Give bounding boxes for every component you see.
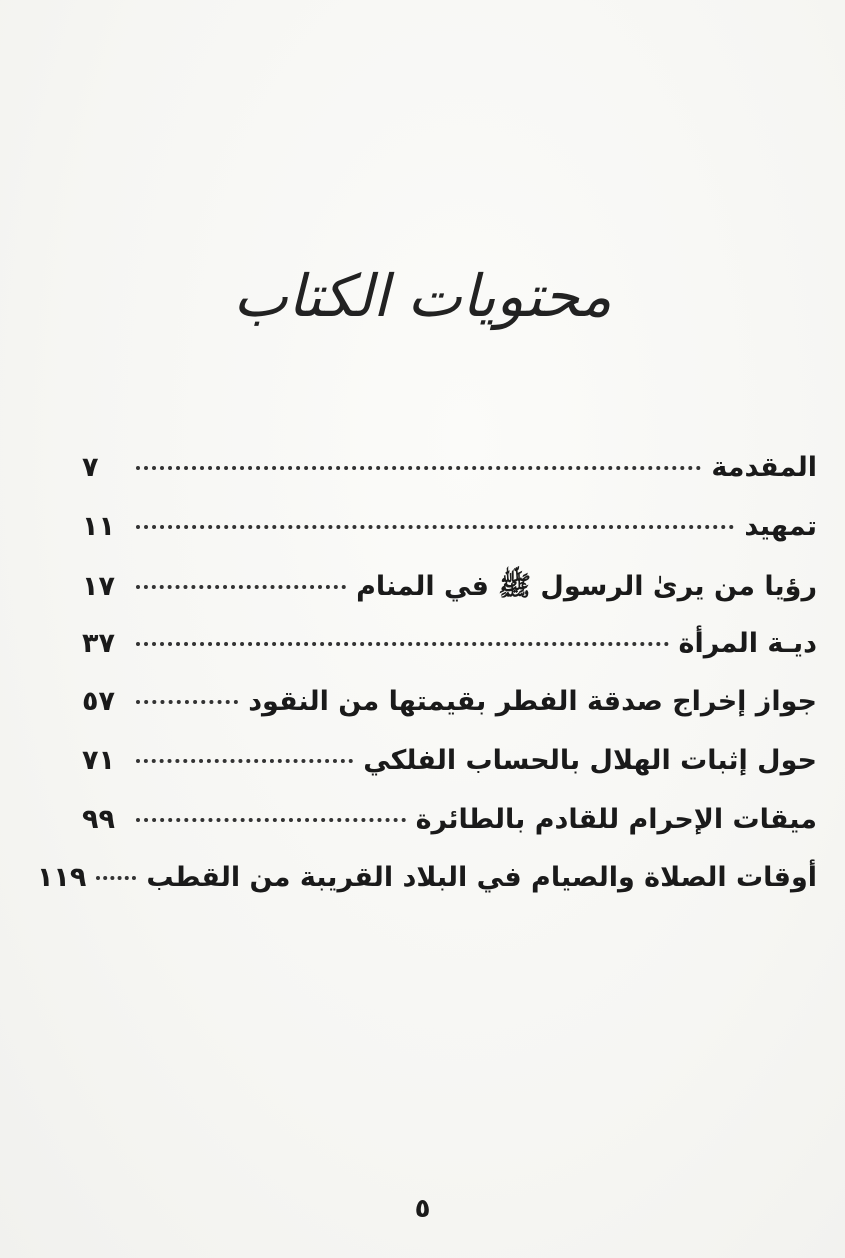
toc-row <box>82 745 817 804</box>
toc-leader-dots <box>136 466 701 470</box>
toc-entry-page: ٧١ <box>82 744 115 776</box>
toc-entry-page: ٣٧ <box>82 627 115 659</box>
toc-row <box>82 511 817 570</box>
toc-leader-dots <box>96 876 136 880</box>
toc-entry-title: ميقات الإحرام للقادم بالطائرة <box>415 803 817 835</box>
toc-entry-title: أوقات الصلاة والصيام في البلاد القريبة من القطب <box>146 862 817 894</box>
toc-entry-title: حول إثبات الهلال بالحساب الفلكي <box>363 744 817 776</box>
toc-entry-page: ١١٩ <box>36 862 87 894</box>
toc-leader-dots <box>136 700 238 704</box>
toc-entry-title: المقدمة <box>711 452 817 483</box>
toc-leader-dots <box>136 585 346 589</box>
toc-entry-page: ٩٩ <box>82 803 115 835</box>
toc-leader-dots <box>136 525 734 529</box>
toc-row <box>82 569 817 628</box>
table-of-contents <box>36 452 817 921</box>
toc-entry-title: جواز إخراج صدقة الفطر بقيمتها من النقود <box>248 686 817 718</box>
toc-row <box>82 452 817 511</box>
toc-row <box>36 862 817 921</box>
toc-entry-page: ٥٧ <box>82 686 115 718</box>
toc-row <box>82 804 817 863</box>
toc-leader-dots <box>136 818 406 822</box>
toc-entry-title: تمهيد <box>744 510 817 542</box>
toc-row <box>82 628 817 687</box>
toc-entry-page: ١٧ <box>82 571 115 603</box>
toc-entry-page: ١١ <box>82 510 115 542</box>
toc-leader-dots <box>136 759 353 763</box>
toc-row <box>82 686 817 745</box>
page-number: ٥ <box>414 1194 431 1224</box>
toc-entry-title: ديـة المرأة <box>678 627 817 659</box>
toc-entry-title: رؤيا من يرىٰ الرسول ﷺ في المنام <box>356 571 817 603</box>
toc-entry-page: ٧ <box>82 452 99 483</box>
toc-leader-dots <box>136 642 669 646</box>
page-title: محتويات الكتاب <box>233 262 612 330</box>
